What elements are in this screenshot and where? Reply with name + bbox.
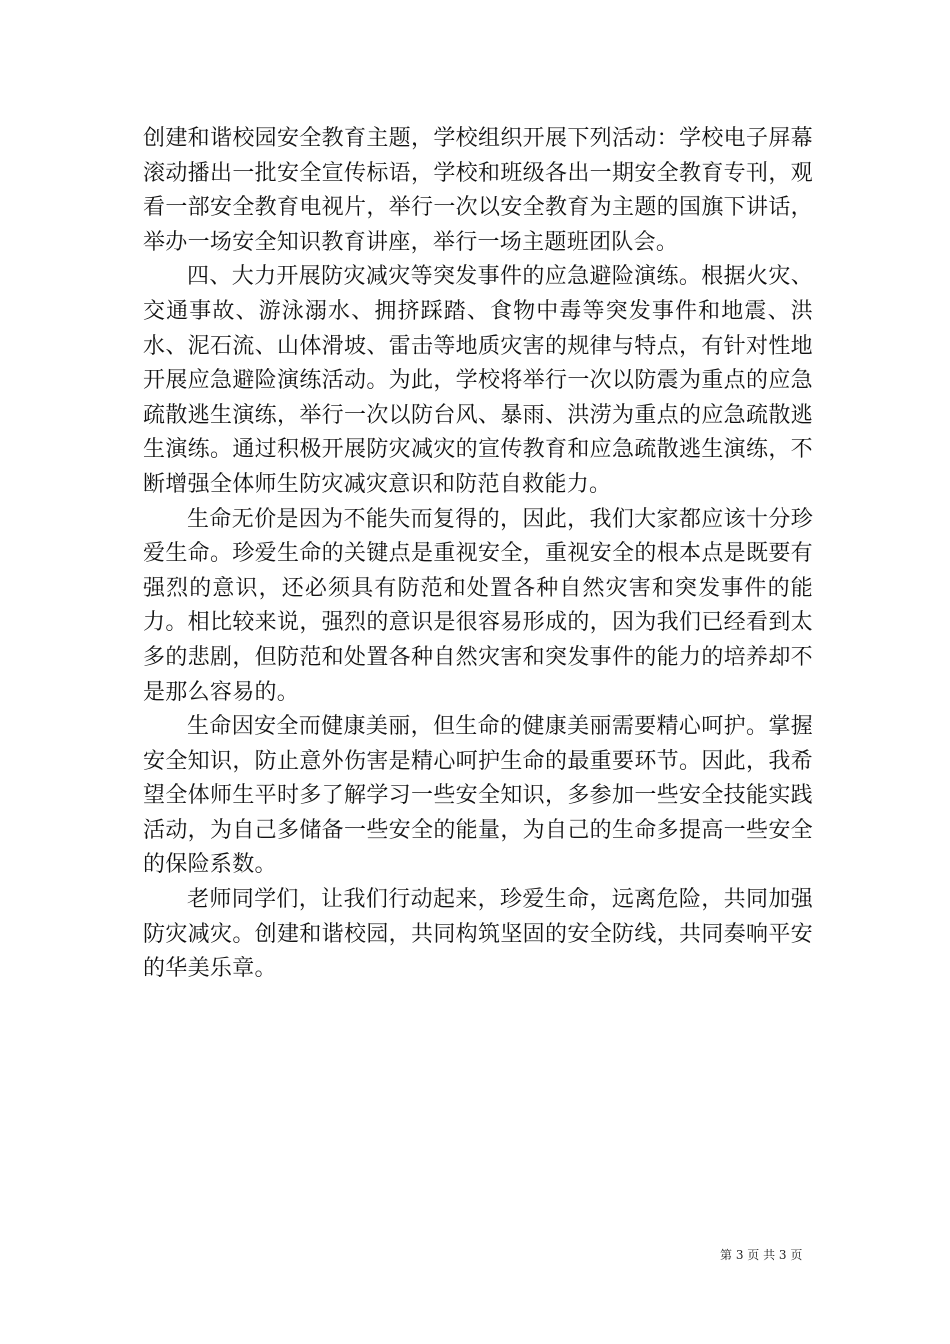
paragraph-2: 四、大力开展防灾减灾等突发事件的应急避险演练。根据火灾、交通事故、游泳溺水、拥挤踩踏、食物中毒等突发事件和地震、洪水、泥石流、山体滑坡、雷击等地质灾害的规律与特点，有针对性地开展应急避险演练活动。为此，学校将举行一次以防震为重点的应急疏散逃生演练，举行一次以防台风、暴雨、洪涝为重点的应急疏散逃生演练。通过积极开展防灾减灾的宣传教育和应急疏散逃生演练，不断增强全体师生防灾减灾意识和防范自救能力。 [143, 264, 813, 497]
page-number-footer: 第 3 页 共 3 页 [720, 1248, 803, 1262]
paragraph-3: 生命无价是因为不能失而复得的，因此，我们大家都应该十分珍爱生命。珍爱生命的关键点是重视安全，重视安全的根本点是既要有强烈的意识，还必须具有防范和处置各种自然灾害和突发事件的能力。相比较来说，强烈的意识是很容易形成的，因为我们已经看到太多的悲剧，但防范和处置各种自然灾害和突发事件的能力的培养却不是那么容易的。 [143, 506, 813, 705]
paragraph-1: 创建和谐校园安全教育主题，学校组织开展下列活动：学校电子屏幕滚动播出一批安全宣传标语，学校和班级各出一期安全教育专刊，观看一部安全教育电视片，举行一次以安全教育为主题的国旗下讲话，举办一场安全知识教育讲座，举行一场主题班团队会。 [143, 126, 813, 255]
paragraph-4: 生命因安全而健康美丽，但生命的健康美丽需要精心呵护。掌握安全知识，防止意外伤害是精心呵护生命的最重要环节。因此，我希望全体师生平时多了解学习一些安全知识，多参加一些安全技能实践活动，为自己多储备一些安全的能量，为自己的生命多提高一些安全的保险系数。 [143, 714, 813, 878]
paragraph-5: 老师同学们，让我们行动起来，珍爱生命，远离危险，共同加强防灾减灾。创建和谐校园，共同构筑坚固的安全防线，共同奏响平安的华美乐章。 [143, 887, 813, 982]
document-body [143, 122, 813, 987]
